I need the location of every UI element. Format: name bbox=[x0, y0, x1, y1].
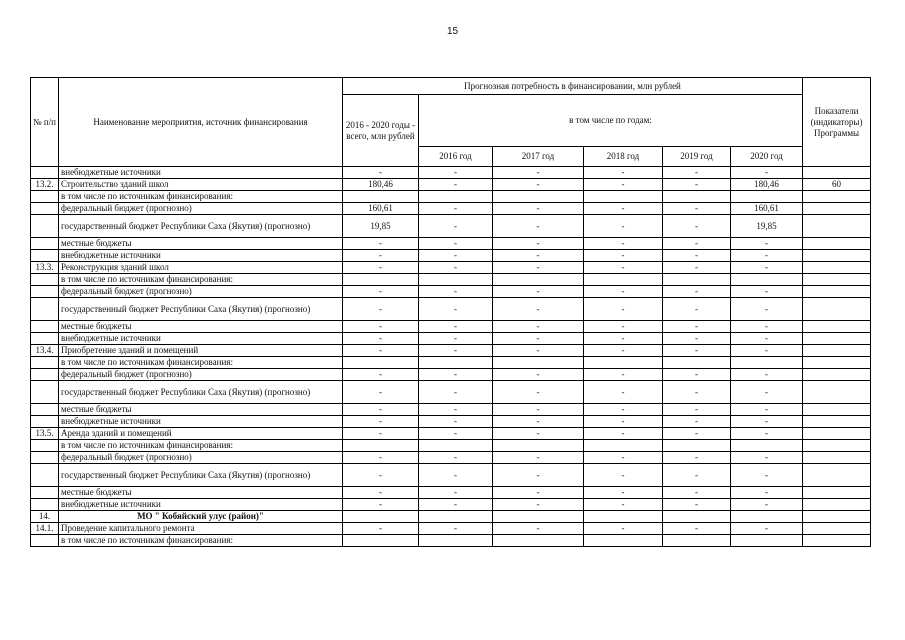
row-year-value: - bbox=[731, 499, 803, 511]
table-row bbox=[31, 487, 871, 499]
row-year-value bbox=[419, 357, 493, 369]
row-year-value bbox=[419, 191, 493, 203]
row-indicator bbox=[803, 262, 871, 274]
row-indicator: 60 bbox=[803, 179, 871, 191]
row-name: местные бюджеты bbox=[59, 404, 343, 416]
row-number: 13.2. bbox=[31, 179, 59, 191]
table-row bbox=[31, 333, 871, 345]
row-year-value: - bbox=[419, 179, 493, 191]
row-indicator bbox=[803, 321, 871, 333]
row-name: федеральный бюджет (прогнозно) bbox=[59, 286, 343, 298]
row-number bbox=[31, 274, 59, 286]
row-name: внебюджетные источники bbox=[59, 167, 343, 179]
row-year-value: - bbox=[584, 321, 663, 333]
row-year-value: - bbox=[663, 452, 731, 464]
row-name: внебюджетные источники bbox=[59, 250, 343, 262]
row-total bbox=[343, 191, 419, 203]
row-year-value bbox=[731, 440, 803, 452]
row-year-value: - bbox=[493, 381, 584, 404]
row-year-value: - bbox=[731, 404, 803, 416]
row-year-value: - bbox=[493, 238, 584, 250]
row-year-value: - bbox=[663, 179, 731, 191]
row-total: - bbox=[343, 262, 419, 274]
row-year-value: - bbox=[493, 286, 584, 298]
row-indicator bbox=[803, 250, 871, 262]
row-total: - bbox=[343, 298, 419, 321]
row-total: - bbox=[343, 167, 419, 179]
row-total: - bbox=[343, 428, 419, 440]
table-row bbox=[31, 274, 871, 286]
row-year-value: - bbox=[419, 416, 493, 428]
row-total: - bbox=[343, 523, 419, 535]
row-name: государственный бюджет Республики Саха (Якутия) (прогнозно) bbox=[59, 464, 343, 487]
row-year-value: - bbox=[663, 286, 731, 298]
row-year-value: - bbox=[663, 416, 731, 428]
header-no: № п/п bbox=[31, 78, 59, 167]
row-year-value: - bbox=[419, 203, 493, 215]
row-year-value: - bbox=[731, 428, 803, 440]
row-year-value: - bbox=[663, 167, 731, 179]
row-year-value: - bbox=[731, 167, 803, 179]
row-year-value: - bbox=[584, 452, 663, 464]
row-number bbox=[31, 357, 59, 369]
row-number bbox=[31, 203, 59, 215]
row-year-value: - bbox=[419, 321, 493, 333]
row-year-value: - bbox=[731, 464, 803, 487]
row-number bbox=[31, 286, 59, 298]
row-year-value: - bbox=[731, 381, 803, 404]
row-year-value bbox=[493, 535, 584, 547]
row-year-value: - bbox=[493, 262, 584, 274]
row-year-value: - bbox=[493, 523, 584, 535]
row-year-value bbox=[731, 191, 803, 203]
row-year-value: - bbox=[419, 250, 493, 262]
row-name: государственный бюджет Республики Саха (Якутия) (прогнозно) bbox=[59, 298, 343, 321]
row-year-value: - bbox=[419, 428, 493, 440]
row-name: в том числе по источникам финансирования: bbox=[59, 440, 343, 452]
row-year-value bbox=[663, 191, 731, 203]
table-row bbox=[31, 381, 871, 404]
row-year-value bbox=[493, 357, 584, 369]
row-number bbox=[31, 191, 59, 203]
table-row bbox=[31, 167, 871, 179]
row-number bbox=[31, 440, 59, 452]
row-indicator bbox=[803, 274, 871, 286]
row-indicator bbox=[803, 286, 871, 298]
row-total: - bbox=[343, 487, 419, 499]
row-year-value: - bbox=[493, 404, 584, 416]
row-year-value: - bbox=[731, 298, 803, 321]
row-name: в том числе по источникам финансирования: bbox=[59, 535, 343, 547]
row-total bbox=[343, 357, 419, 369]
row-year-value: - bbox=[584, 464, 663, 487]
row-name: МО " Кобяйский улус (район)" bbox=[59, 511, 343, 523]
row-indicator bbox=[803, 215, 871, 238]
row-name: местные бюджеты bbox=[59, 487, 343, 499]
row-total: - bbox=[343, 404, 419, 416]
row-year-value bbox=[419, 274, 493, 286]
row-year-value bbox=[493, 191, 584, 203]
row-year-value: - bbox=[584, 428, 663, 440]
row-year-value: - bbox=[419, 487, 493, 499]
table-row bbox=[31, 298, 871, 321]
row-name: федеральный бюджет (прогнозно) bbox=[59, 452, 343, 464]
row-number bbox=[31, 452, 59, 464]
row-number bbox=[31, 215, 59, 238]
row-indicator bbox=[803, 487, 871, 499]
row-year-value: - bbox=[731, 321, 803, 333]
row-total: - bbox=[343, 286, 419, 298]
row-number bbox=[31, 381, 59, 404]
row-name: федеральный бюджет (прогнозно) bbox=[59, 369, 343, 381]
row-number bbox=[31, 238, 59, 250]
row-number: 14.1. bbox=[31, 523, 59, 535]
row-indicator bbox=[803, 357, 871, 369]
row-year-value: - bbox=[731, 487, 803, 499]
row-number bbox=[31, 535, 59, 547]
row-indicator bbox=[803, 464, 871, 487]
row-year-value: - bbox=[584, 203, 663, 215]
row-year-value: - bbox=[584, 286, 663, 298]
row-indicator bbox=[803, 381, 871, 404]
row-year-value: - bbox=[419, 333, 493, 345]
row-name: в том числе по источникам финансирования: bbox=[59, 357, 343, 369]
row-year-value bbox=[419, 440, 493, 452]
row-year-value: - bbox=[731, 238, 803, 250]
row-year-value: - bbox=[584, 404, 663, 416]
row-indicator bbox=[803, 523, 871, 535]
row-year-value: - bbox=[663, 215, 731, 238]
row-year-value bbox=[419, 511, 493, 523]
row-year-value: - bbox=[493, 167, 584, 179]
row-year-value: - bbox=[584, 416, 663, 428]
row-indicator bbox=[803, 298, 871, 321]
row-name: в том числе по источникам финансирования: bbox=[59, 191, 343, 203]
row-number bbox=[31, 333, 59, 345]
row-year-value: - bbox=[663, 321, 731, 333]
row-year-value: - bbox=[663, 238, 731, 250]
table-row bbox=[31, 523, 871, 535]
row-indicator bbox=[803, 167, 871, 179]
table-row bbox=[31, 535, 871, 547]
row-total: - bbox=[343, 464, 419, 487]
header-year: 2017 год bbox=[493, 147, 584, 167]
row-year-value: - bbox=[663, 345, 731, 357]
page-number: 15 bbox=[446, 26, 459, 37]
row-year-value bbox=[419, 535, 493, 547]
row-indicator bbox=[803, 440, 871, 452]
row-year-value bbox=[731, 535, 803, 547]
row-year-value: - bbox=[493, 179, 584, 191]
row-year-value: - bbox=[493, 464, 584, 487]
row-year-value: - bbox=[419, 369, 493, 381]
row-number bbox=[31, 250, 59, 262]
row-indicator bbox=[803, 535, 871, 547]
row-total bbox=[343, 440, 419, 452]
row-year-value: - bbox=[493, 499, 584, 511]
financing-table bbox=[30, 77, 871, 547]
row-year-value: - bbox=[493, 345, 584, 357]
row-year-value: - bbox=[419, 238, 493, 250]
header-total: 2016 - 2020 годы - всего, млн рублей bbox=[343, 95, 419, 167]
row-year-value: 180,46 bbox=[731, 179, 803, 191]
row-name: государственный бюджет Республики Саха (Якутия) (прогнозно) bbox=[59, 215, 343, 238]
row-year-value: - bbox=[493, 203, 584, 215]
row-year-value: - bbox=[731, 345, 803, 357]
row-year-value: - bbox=[419, 381, 493, 404]
table-row bbox=[31, 428, 871, 440]
row-year-value bbox=[584, 535, 663, 547]
row-number: 13.5. bbox=[31, 428, 59, 440]
row-total: - bbox=[343, 238, 419, 250]
row-year-value: - bbox=[584, 381, 663, 404]
row-name: внебюджетные источники bbox=[59, 333, 343, 345]
table-row bbox=[31, 369, 871, 381]
row-year-value: - bbox=[663, 333, 731, 345]
row-name: местные бюджеты bbox=[59, 238, 343, 250]
header-year: 2019 год bbox=[663, 147, 731, 167]
row-number bbox=[31, 369, 59, 381]
row-number bbox=[31, 499, 59, 511]
row-year-value: - bbox=[493, 321, 584, 333]
table-row bbox=[31, 440, 871, 452]
row-name: внебюджетные источники bbox=[59, 416, 343, 428]
row-year-value: - bbox=[584, 250, 663, 262]
row-year-value: - bbox=[493, 369, 584, 381]
row-year-value bbox=[663, 274, 731, 286]
row-year-value: - bbox=[584, 333, 663, 345]
table-body bbox=[31, 167, 871, 547]
row-indicator bbox=[803, 238, 871, 250]
row-year-value: 19,85 bbox=[731, 215, 803, 238]
table-row bbox=[31, 191, 871, 203]
row-year-value bbox=[584, 357, 663, 369]
row-total: - bbox=[343, 345, 419, 357]
table-row bbox=[31, 416, 871, 428]
row-name: государственный бюджет Республики Саха (Якутия) (прогнозно) bbox=[59, 381, 343, 404]
row-year-value: - bbox=[731, 333, 803, 345]
row-year-value bbox=[493, 274, 584, 286]
row-year-value: - bbox=[419, 262, 493, 274]
table-row bbox=[31, 511, 871, 523]
row-year-value: - bbox=[584, 298, 663, 321]
row-total: 180,46 bbox=[343, 179, 419, 191]
row-year-value: - bbox=[493, 215, 584, 238]
row-year-value bbox=[584, 274, 663, 286]
row-year-value: - bbox=[493, 250, 584, 262]
row-year-value: - bbox=[584, 238, 663, 250]
row-indicator bbox=[803, 404, 871, 416]
row-year-value: - bbox=[663, 203, 731, 215]
row-year-value: - bbox=[731, 523, 803, 535]
table-row bbox=[31, 357, 871, 369]
row-year-value: - bbox=[663, 487, 731, 499]
row-year-value: - bbox=[663, 298, 731, 321]
row-total bbox=[343, 274, 419, 286]
row-number bbox=[31, 298, 59, 321]
row-year-value: - bbox=[731, 369, 803, 381]
row-year-value: - bbox=[663, 464, 731, 487]
row-year-value: - bbox=[584, 499, 663, 511]
row-total: 160,61 bbox=[343, 203, 419, 215]
row-year-value: - bbox=[584, 215, 663, 238]
row-name: в том числе по источникам финансирования: bbox=[59, 274, 343, 286]
row-year-value: - bbox=[731, 452, 803, 464]
table-row bbox=[31, 404, 871, 416]
row-year-value: - bbox=[731, 262, 803, 274]
row-year-value bbox=[584, 191, 663, 203]
row-year-value: - bbox=[731, 286, 803, 298]
header-years-title: в том числе по годам: bbox=[419, 95, 803, 147]
row-total: 19,85 bbox=[343, 215, 419, 238]
row-year-value: - bbox=[419, 499, 493, 511]
table-row bbox=[31, 321, 871, 333]
row-name: федеральный бюджет (прогнозно) bbox=[59, 203, 343, 215]
row-total: - bbox=[343, 333, 419, 345]
header-year: 2016 год bbox=[419, 147, 493, 167]
row-total: - bbox=[343, 416, 419, 428]
row-year-value: - bbox=[663, 428, 731, 440]
row-year-value: - bbox=[419, 404, 493, 416]
row-year-value: - bbox=[584, 369, 663, 381]
row-name: местные бюджеты bbox=[59, 321, 343, 333]
row-indicator bbox=[803, 511, 871, 523]
table-row bbox=[31, 203, 871, 215]
row-year-value bbox=[493, 440, 584, 452]
row-year-value bbox=[731, 511, 803, 523]
row-year-value bbox=[663, 357, 731, 369]
row-year-value: - bbox=[493, 298, 584, 321]
row-indicator bbox=[803, 416, 871, 428]
row-number: 13.3. bbox=[31, 262, 59, 274]
row-name: Реконструкция зданий школ bbox=[59, 262, 343, 274]
row-year-value: - bbox=[663, 499, 731, 511]
row-total: - bbox=[343, 381, 419, 404]
row-year-value bbox=[584, 511, 663, 523]
row-name: Приобретение зданий и помещений bbox=[59, 345, 343, 357]
row-indicator bbox=[803, 428, 871, 440]
row-year-value: - bbox=[731, 416, 803, 428]
row-year-value: - bbox=[584, 262, 663, 274]
table-row bbox=[31, 345, 871, 357]
row-year-value: - bbox=[584, 345, 663, 357]
row-year-value bbox=[663, 535, 731, 547]
row-number: 14. bbox=[31, 511, 59, 523]
table-row bbox=[31, 286, 871, 298]
row-number bbox=[31, 404, 59, 416]
row-year-value: - bbox=[419, 286, 493, 298]
row-year-value: - bbox=[493, 452, 584, 464]
row-number bbox=[31, 321, 59, 333]
row-year-value: - bbox=[419, 345, 493, 357]
table-row bbox=[31, 250, 871, 262]
row-year-value: - bbox=[584, 523, 663, 535]
row-total: - bbox=[343, 250, 419, 262]
row-total bbox=[343, 511, 419, 523]
row-indicator bbox=[803, 333, 871, 345]
row-year-value: - bbox=[663, 250, 731, 262]
row-year-value: - bbox=[663, 523, 731, 535]
row-year-value: - bbox=[663, 262, 731, 274]
row-year-value: - bbox=[419, 464, 493, 487]
row-total bbox=[343, 535, 419, 547]
row-year-value: - bbox=[419, 452, 493, 464]
row-year-value bbox=[663, 511, 731, 523]
row-indicator bbox=[803, 191, 871, 203]
row-name: внебюджетные источники bbox=[59, 499, 343, 511]
table-row bbox=[31, 215, 871, 238]
header-indicators: Показатели (индикаторы) Программы bbox=[803, 78, 871, 167]
row-year-value: - bbox=[419, 215, 493, 238]
table-row bbox=[31, 452, 871, 464]
header-name: Наименование мероприятия, источник финансирования bbox=[59, 78, 343, 167]
row-number bbox=[31, 167, 59, 179]
row-year-value: 160,61 bbox=[731, 203, 803, 215]
row-total: - bbox=[343, 369, 419, 381]
table-row bbox=[31, 464, 871, 487]
row-total: - bbox=[343, 452, 419, 464]
row-year-value bbox=[731, 357, 803, 369]
row-year-value: - bbox=[419, 298, 493, 321]
header-year: 2018 год bbox=[584, 147, 663, 167]
row-name: Строительство зданий школ bbox=[59, 179, 343, 191]
row-name: Проведение капитального ремонта bbox=[59, 523, 343, 535]
row-year-value: - bbox=[584, 179, 663, 191]
table-row bbox=[31, 238, 871, 250]
row-year-value: - bbox=[419, 167, 493, 179]
row-indicator bbox=[803, 369, 871, 381]
table-row bbox=[31, 179, 871, 191]
row-total: - bbox=[343, 499, 419, 511]
row-year-value: - bbox=[493, 416, 584, 428]
row-indicator bbox=[803, 203, 871, 215]
row-year-value bbox=[584, 440, 663, 452]
row-year-value bbox=[731, 274, 803, 286]
row-number: 13.4. bbox=[31, 345, 59, 357]
row-indicator bbox=[803, 499, 871, 511]
row-indicator bbox=[803, 452, 871, 464]
row-year-value: - bbox=[663, 369, 731, 381]
row-year-value: - bbox=[584, 487, 663, 499]
row-year-value: - bbox=[584, 167, 663, 179]
row-indicator bbox=[803, 345, 871, 357]
row-year-value bbox=[493, 511, 584, 523]
row-year-value: - bbox=[663, 404, 731, 416]
row-year-value: - bbox=[493, 333, 584, 345]
row-number bbox=[31, 416, 59, 428]
header-group-title: Прогнозная потребность в финансировании, млн рублей bbox=[343, 78, 803, 95]
header-year: 2020 год bbox=[731, 147, 803, 167]
row-year-value: - bbox=[731, 250, 803, 262]
row-year-value: - bbox=[493, 487, 584, 499]
row-total: - bbox=[343, 321, 419, 333]
row-name: Аренда зданий и помещений bbox=[59, 428, 343, 440]
table-row bbox=[31, 499, 871, 511]
row-year-value bbox=[663, 440, 731, 452]
row-year-value: - bbox=[663, 381, 731, 404]
row-number bbox=[31, 487, 59, 499]
row-year-value: - bbox=[419, 523, 493, 535]
row-year-value: - bbox=[493, 428, 584, 440]
table-row bbox=[31, 262, 871, 274]
row-number bbox=[31, 464, 59, 487]
